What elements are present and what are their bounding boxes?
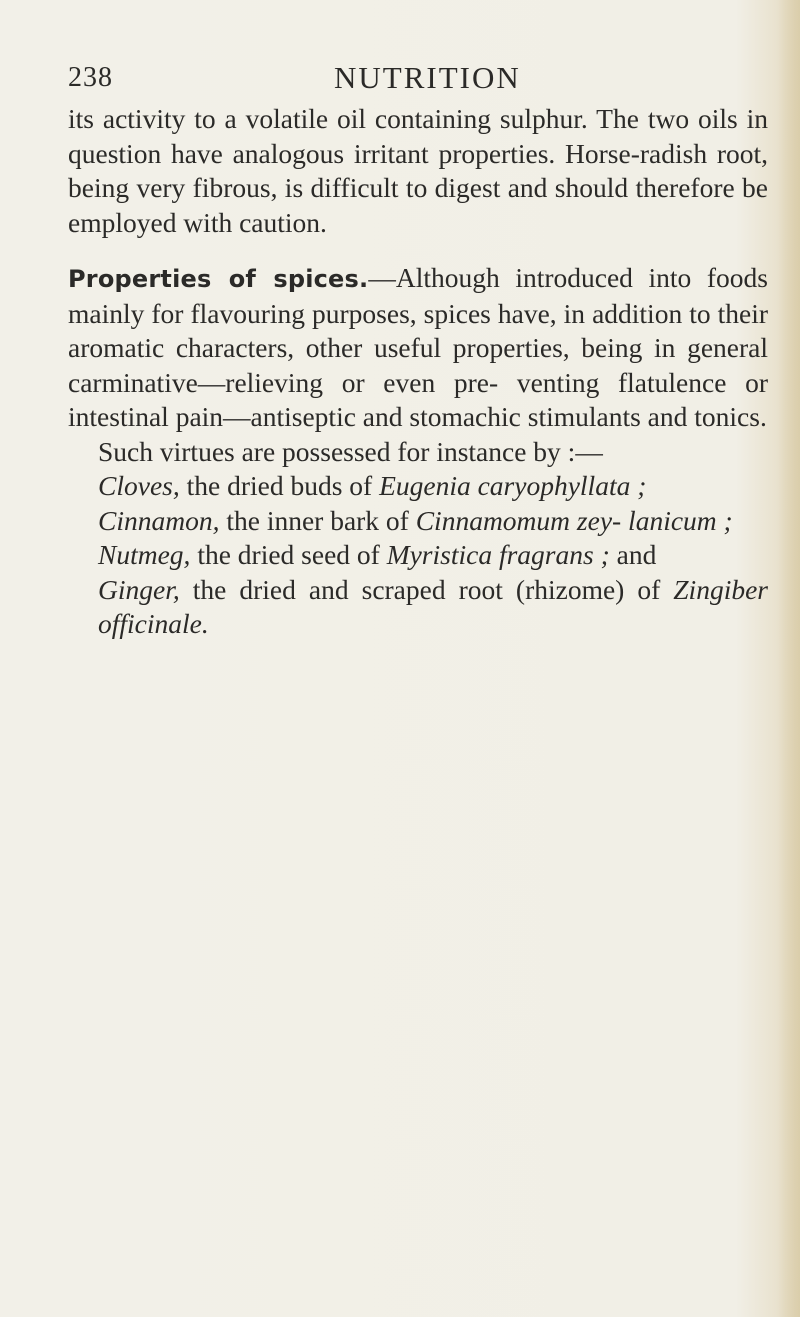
spice-list [68, 435, 768, 642]
paragraph-body: —Although introduced into foods mainly for flavouring purposes, spices have, in addition to their aromatic characters, other useful properties, being in general carminative—relieving or even pre- venting flatulence or intestinal pain—antiseptic and stomachic stimulants and tonics. [68, 262, 768, 432]
list-item-ginger [68, 573, 768, 642]
running-head: NUTRITION [334, 60, 521, 95]
spice-latin-name: Eugenia caryophyllata ; [379, 470, 647, 501]
page-number: 238 [68, 62, 113, 93]
spice-name: Ginger, [98, 573, 180, 605]
paragraph-horse-radish: its activity to a volatile oil containing sulphur. The two oils in question have analogous irritant properties. Horse-radish root, being very fibrous, is difficult to digest and should therefore be employed with caution. [68, 103, 768, 238]
list-item-nutmeg [68, 538, 768, 573]
list-intro: Such virtues are possessed for instance by :— [98, 435, 603, 467]
list-item-cinnamon [68, 504, 768, 539]
spice-description: the dried buds of [179, 470, 380, 501]
page-header [68, 58, 768, 98]
page-text [68, 58, 768, 642]
spice-description: the dried and scraped root (rhizome) of [179, 573, 674, 605]
spice-latin-name: Myristica fragrans ; [386, 539, 610, 570]
spice-tail: and [609, 539, 657, 570]
spice-latin-name: Cinnamomum zey- lanicum ; [415, 504, 733, 536]
spice-name: Cinnamon, [98, 504, 220, 536]
page-edge-discoloration [778, 0, 800, 1317]
spice-latin-name: Zingiber officinale. [98, 573, 768, 639]
spice-description: the dried seed of [190, 539, 387, 570]
spice-description: the inner bark of [219, 504, 416, 536]
paragraph-properties-of-spices [68, 261, 768, 435]
section-heading: Properties of spices. [68, 265, 369, 293]
spice-name: Nutmeg, [98, 539, 191, 570]
spice-name: Cloves, [98, 470, 180, 501]
list-item-cloves [68, 469, 768, 504]
